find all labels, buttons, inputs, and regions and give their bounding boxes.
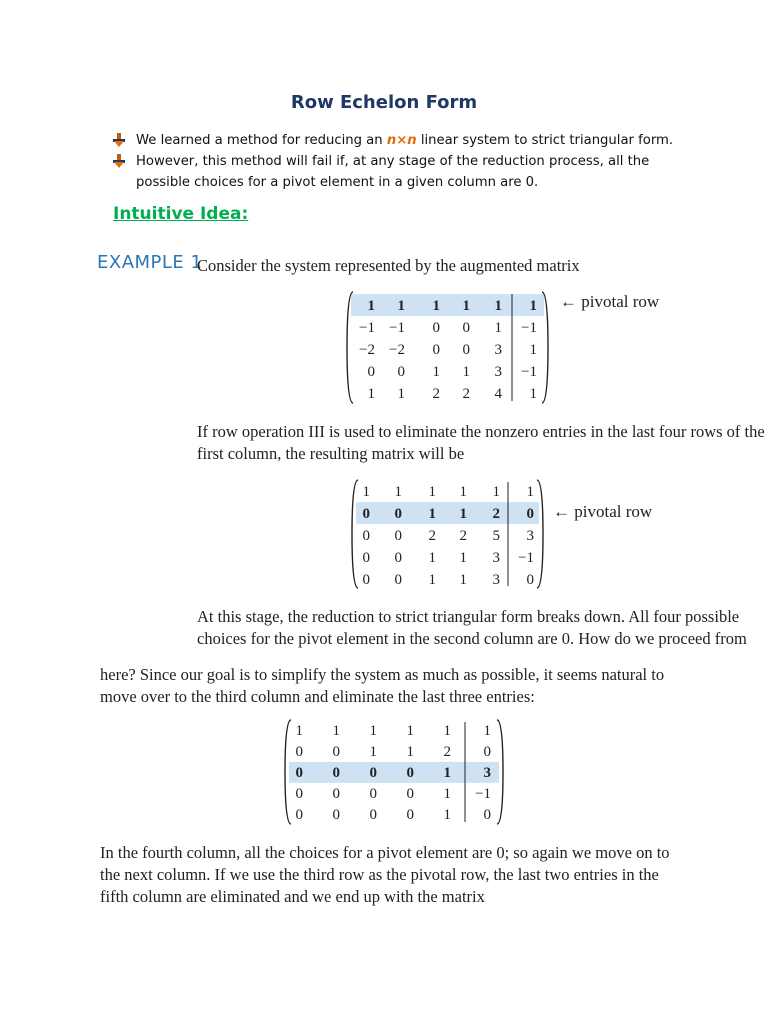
matrix-entry: 1: [529, 298, 537, 314]
paragraph-line: first column, the resulting matrix will be: [197, 444, 465, 463]
matrix-entry: 0: [406, 786, 414, 802]
matrix-entry: 1: [443, 807, 451, 823]
matrix-entry: 0: [394, 528, 402, 544]
matrix-entry: 1: [443, 723, 451, 739]
matrix-entry: 1: [397, 386, 405, 402]
matrix-entry: 2: [443, 744, 451, 760]
pivot-row-highlight: [351, 294, 544, 316]
matrix-entry: 0: [332, 807, 340, 823]
matrix-entry: 0: [362, 550, 370, 566]
pivot-row-highlight: [289, 762, 499, 783]
matrix-entry: 0: [362, 506, 370, 522]
matrix-entry: 0: [394, 572, 402, 588]
bullet-text-pre: We learned a method for reducing an: [136, 133, 387, 148]
matrix-entry: 4: [494, 386, 502, 402]
matrix-entry: −1: [521, 320, 537, 336]
matrix-entry: 2: [459, 528, 467, 544]
matrix-svg: [350, 478, 545, 590]
matrix-entry: 3: [526, 528, 534, 544]
paragraph-5: [100, 842, 670, 908]
matrix-entry: 0: [406, 765, 414, 781]
matrix-entry: 5: [492, 528, 500, 544]
matrix-entry: −1: [389, 320, 405, 336]
matrix-entry: 1: [406, 744, 414, 760]
matrix-entry: 0: [332, 786, 340, 802]
matrix-entry: 1: [443, 765, 451, 781]
matrix-entry: 1: [428, 572, 436, 588]
matrix-svg: [345, 290, 550, 405]
matrix-entry: 1: [406, 723, 414, 739]
matrix-entry: −2: [359, 342, 375, 358]
matrix-entry: 3: [494, 342, 502, 358]
matrix-entry: 2: [432, 386, 440, 402]
matrix-entry: 1: [295, 723, 303, 739]
matrix-entry: 3: [492, 550, 500, 566]
matrix-entry: 0: [362, 572, 370, 588]
matrix-entry: 0: [295, 744, 303, 760]
matrix-entry: 1: [494, 298, 502, 314]
matrix-entry: 1: [459, 506, 467, 522]
matrix-entry: 0: [483, 807, 491, 823]
matrix-entry: 1: [428, 484, 436, 500]
matrix-entry: 1: [443, 786, 451, 802]
matrix-entry: 1: [369, 744, 377, 760]
matrix-entry: 0: [406, 807, 414, 823]
matrix-entry: 0: [394, 506, 402, 522]
section-heading: Intuitive Idea:: [113, 204, 249, 224]
matrix-entry: 0: [483, 744, 491, 760]
matrix-entry: 2: [462, 386, 470, 402]
matrix-entry: −1: [518, 550, 534, 566]
matrix-entry: 1: [526, 484, 534, 500]
right-bracket: [537, 480, 543, 588]
matrix-entry: −1: [475, 786, 491, 802]
matrix-entry: 1: [362, 484, 370, 500]
matrix-entry: 0: [432, 320, 440, 336]
page-title: Row Echelon Form: [290, 92, 478, 113]
matrix-entry: 1: [332, 723, 340, 739]
paragraph-line: choices for the pivot element in the second column are 0. How do we proceed from: [197, 629, 747, 648]
paragraph-line: fifth column are eliminated and we end up with the matrix: [100, 887, 485, 906]
matrix-entry: 1: [369, 723, 377, 739]
matrix-entry: 1: [394, 484, 402, 500]
matrix-entry: 1: [428, 506, 436, 522]
matrix-entry: 1: [397, 298, 405, 314]
matrix-entry: 1: [494, 320, 502, 336]
paragraph-line: the next column. If we use the third row as the pivotal row, the last two entries in the: [100, 865, 659, 884]
matrix-entry: 0: [397, 364, 405, 380]
matrix-entry: 1: [428, 550, 436, 566]
matrix-entry: 1: [367, 298, 375, 314]
bullet-text-line1: However, this method will fail if, at any stage of the reduction process, all the: [136, 154, 650, 169]
matrix-entry: 0: [369, 765, 377, 781]
matrix-entry: 0: [295, 807, 303, 823]
matrix-entry: 1: [459, 572, 467, 588]
paragraph-line: If row operation III is used to eliminate the nonzero entries in the last four rows of the: [197, 422, 765, 441]
matrix-entry: 1: [367, 386, 375, 402]
matrix-entry: 0: [367, 364, 375, 380]
matrix-entry: 1: [529, 342, 537, 358]
bullet-list: [112, 130, 712, 193]
matrix-entry: 0: [369, 807, 377, 823]
matrix-entry: 3: [483, 765, 491, 781]
matrix-entry: 1: [529, 386, 537, 402]
matrix-svg: [283, 718, 505, 826]
matrix-entry: 0: [432, 342, 440, 358]
matrix-entry: 0: [332, 744, 340, 760]
augmented-matrix-3: [283, 718, 505, 826]
left-bracket: [352, 480, 358, 588]
bullet-item: [112, 130, 712, 151]
matrix-entry: 1: [492, 484, 500, 500]
matrix-entry: 0: [462, 320, 470, 336]
matrix-entry: −1: [521, 364, 537, 380]
pivot-row-highlight: [356, 502, 539, 524]
augmented-matrix-2: [350, 478, 545, 590]
matrix-entry: −1: [359, 320, 375, 336]
matrix-entry: 1: [483, 723, 491, 739]
matrix-entry: 2: [428, 528, 436, 544]
paragraph-line: move over to the third column and eliminate the last three entries:: [100, 687, 535, 706]
arrow-down-bullet-icon: [112, 154, 126, 168]
bullet-item: [112, 151, 712, 193]
matrix-entry: 2: [492, 506, 500, 522]
paragraph-line: At this stage, the reduction to strict triangular form breaks down. All four possible: [197, 607, 740, 626]
matrix-entry: 1: [432, 364, 440, 380]
matrix-entry: 0: [369, 786, 377, 802]
matrix-entry: 1: [432, 298, 440, 314]
n-by-n-text: n×n: [386, 133, 417, 148]
matrix-entry: 0: [462, 342, 470, 358]
matrix-entry: 3: [492, 572, 500, 588]
example-intro: Consider the system represented by the augmented matrix: [197, 256, 580, 275]
bullet-text-post: linear system to strict triangular form.: [416, 133, 674, 148]
matrix-entry: 0: [332, 765, 340, 781]
paragraph-3: [197, 606, 747, 650]
matrix-entry: 1: [459, 484, 467, 500]
paragraph-line: In the fourth column, all the choices for a pivot element are 0; so again we move on to: [100, 843, 670, 862]
paragraph-2: [197, 421, 765, 465]
pivotal-row-label: ← pivotal row: [553, 502, 653, 521]
matrix-entry: 0: [295, 786, 303, 802]
pivotal-row-label: ← pivotal row: [560, 292, 660, 311]
augmented-matrix-1: [345, 290, 550, 405]
matrix-entry: 3: [494, 364, 502, 380]
bullet-text-line2: possible choices for a pivot element in a given column are 0.: [136, 175, 539, 190]
matrix-entry: 0: [362, 528, 370, 544]
matrix-entry: 0: [394, 550, 402, 566]
matrix-entry: −2: [389, 342, 405, 358]
matrix-entry: 0: [526, 506, 534, 522]
example-label: EXAMPLE 1: [97, 252, 203, 273]
matrix-entry: 1: [459, 550, 467, 566]
matrix-entry: 0: [526, 572, 534, 588]
matrix-entry: 1: [462, 364, 470, 380]
paragraph-line: here? Since our goal is to simplify the system as much as possible, it seems natural to: [100, 665, 665, 684]
matrix-entry: 0: [295, 765, 303, 781]
arrow-down-bullet-icon: [112, 133, 126, 147]
matrix-entry: 1: [462, 298, 470, 314]
paragraph-4: [100, 664, 664, 708]
